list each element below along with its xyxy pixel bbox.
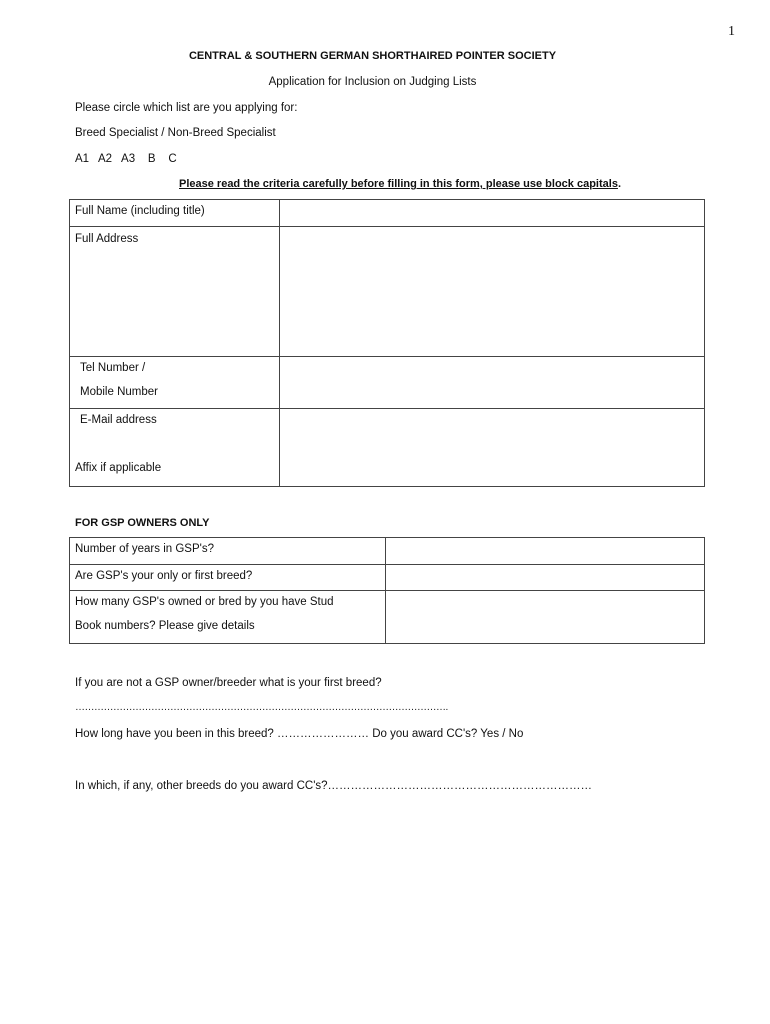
- page-number: 1: [728, 24, 735, 39]
- stud-book-label: [70, 591, 386, 644]
- email-affix-field[interactable]: [280, 409, 705, 487]
- specialist-options[interactable]: Breed Specialist / Non-Breed Specialist: [75, 127, 276, 139]
- form-subtitle: Application for Inclusion on Judging Lists: [268, 76, 477, 88]
- gsp-owners-table: [69, 537, 705, 644]
- email-label: E-Mail address: [80, 414, 157, 426]
- stud-book-field[interactable]: [386, 591, 705, 644]
- circle-prompt: Please circle which list are you applying for:: [75, 102, 298, 114]
- breed-duration-cc-question[interactable]: How long have you been in this breed? …………………… Do you award CC's? Yes / No: [75, 728, 524, 740]
- tel-mobile-label: [70, 357, 280, 409]
- mobile-label: Mobile Number: [80, 386, 158, 398]
- other-breeds-cc-question[interactable]: In which, if any, other breeds do you award CC's?……………………………………………………………: [75, 780, 593, 792]
- gsp-years-label: Number of years in GSP's?: [70, 538, 386, 565]
- email-affix-label: [70, 409, 280, 487]
- gsp-owners-heading: FOR GSP OWNERS ONLY: [75, 517, 210, 529]
- full-address-label: Full Address: [70, 227, 280, 357]
- tel-label: Tel Number /: [80, 362, 146, 374]
- applicant-details-table: [69, 199, 705, 487]
- stud-book-label-line1: How many GSP's owned or bred by you have Stud: [75, 596, 334, 608]
- first-breed-answer-line[interactable]: ……………………………………………………………………………………………………….: [75, 702, 448, 713]
- full-name-field[interactable]: [280, 200, 705, 227]
- tel-mobile-field[interactable]: [280, 357, 705, 409]
- non-gsp-first-breed-question: If you are not a GSP owner/breeder what is your first breed?: [75, 677, 382, 689]
- criteria-note-text: Please read the criteria carefully before filling in this form, please use block capitals: [179, 178, 618, 190]
- society-title: CENTRAL & SOUTHERN GERMAN SHORTHAIRED POINTER SOCIETY: [188, 50, 557, 62]
- gsp-years-field[interactable]: [386, 538, 705, 565]
- gsp-first-breed-field[interactable]: [386, 565, 705, 591]
- criteria-note: [0, 178, 770, 190]
- criteria-note-end: .: [617, 178, 621, 190]
- affix-label: Affix if applicable: [75, 462, 162, 474]
- stud-book-label-line2: Book numbers? Please give details: [75, 620, 255, 632]
- full-name-label: Full Name (including title): [70, 200, 280, 227]
- list-options[interactable]: A1 A2 A3 B C: [75, 153, 177, 165]
- full-address-field[interactable]: [280, 227, 705, 357]
- gsp-first-breed-label: Are GSP's your only or first breed?: [70, 565, 386, 591]
